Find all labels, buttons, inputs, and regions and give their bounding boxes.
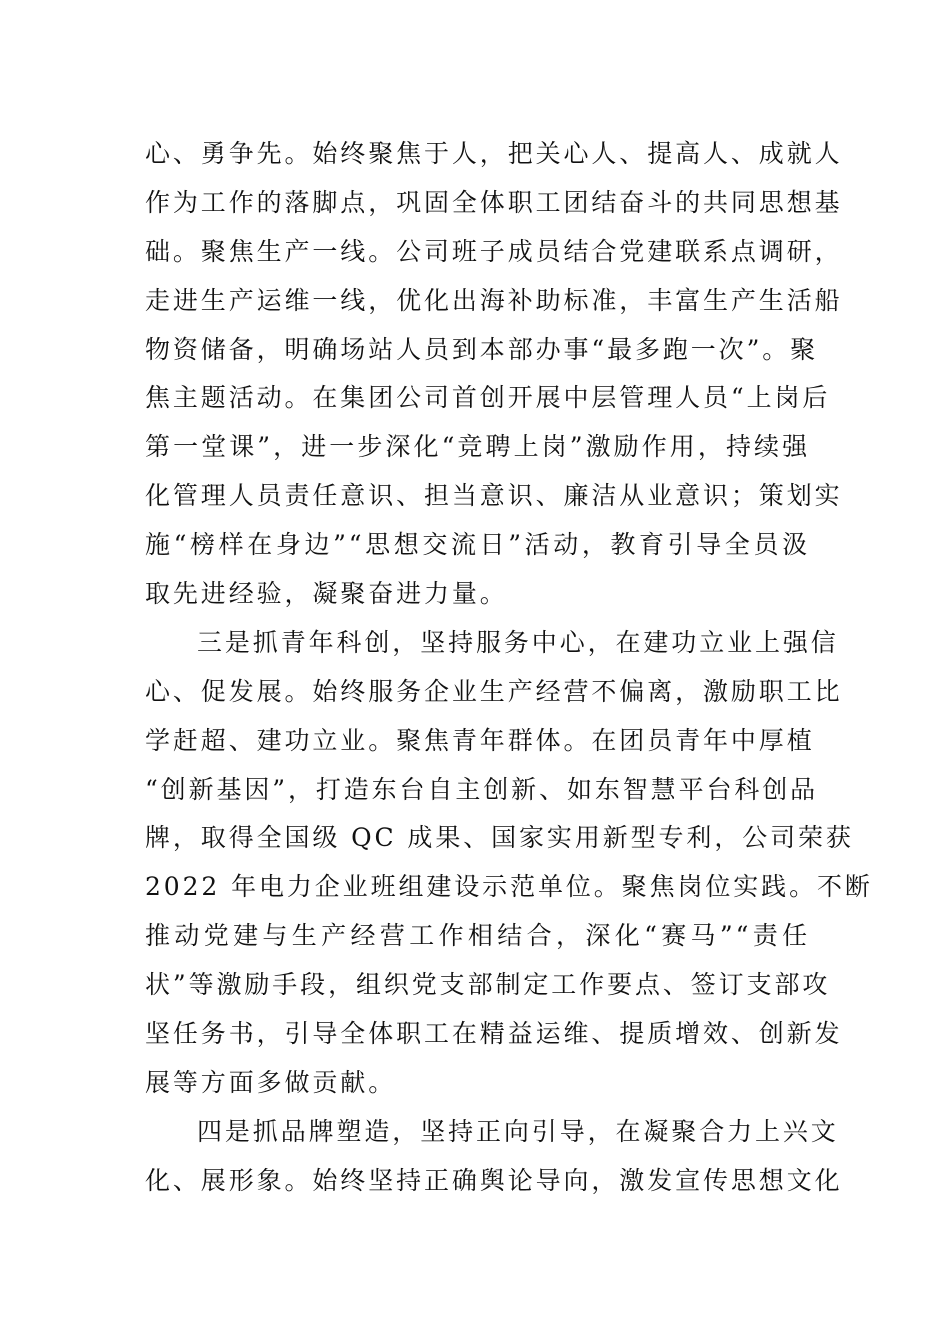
text-line: 展等方面多做贡献。 xyxy=(145,1067,397,1097)
text-line: 第一堂课”，进一步深化“竞聘上岗”激励作用，持续强 xyxy=(145,432,810,462)
text-line: 础。聚焦生产一线。公司班子成员结合党建联系点调研， xyxy=(145,236,843,266)
text-line: 坚任务书，引导全体职工在精益运维、提质增效、创新发 xyxy=(145,1019,843,1049)
text-line: 取先进经验，凝聚奋进力量。 xyxy=(145,579,508,609)
text-line: 状”等激励手段，组织党支部制定工作要点、签订支部攻 xyxy=(145,970,831,1000)
text-line: 化管理人员责任意识、担当意识、廉洁从业意识；策划实 xyxy=(145,481,843,511)
text-line: 作为工作的落脚点，巩固全体职工团结奋斗的共同思想基 xyxy=(145,187,843,217)
text-line: 心、促发展。始终服务企业生产经营不偏离，激励职工比 xyxy=(145,676,843,706)
paragraph-first-line: 三是抓青年科创，坚持服务中心，在建功立业上强信 xyxy=(197,627,839,657)
text-line: 牌，取得全国级 QC 成果、国家实用新型专利，公司荣获 xyxy=(145,823,854,853)
text-line: 2022 年电力企业班组建设示范单位。聚焦岗位实践。不断 xyxy=(145,872,873,902)
text-line: 化、展形象。始终坚持正确舆论导向，激发宣传思想文化 xyxy=(145,1165,843,1195)
text-line: 焦主题活动。在集团公司首创开展中层管理人员“上岗后 xyxy=(145,383,831,413)
paragraph-first-line: 四是抓品牌塑造，坚持正向引导，在凝聚合力上兴文 xyxy=(197,1116,839,1146)
text-line: 走进生产运维一线，优化出海补助标准，丰富生产生活船 xyxy=(145,285,843,315)
text-line: 心、勇争先。始终聚焦于人，把关心人、提高人、成就人 xyxy=(145,139,843,168)
text-line: 学赶超、建功立业。聚焦青年群体。在团员青年中厚植 xyxy=(145,725,815,755)
text-line: 推动党建与生产经营工作相结合，深化“赛马”“责任 xyxy=(145,921,810,951)
text-line: 施“榜样在身边”“思想交流日”活动，教育引导全员汲 xyxy=(145,530,810,560)
body-text xyxy=(145,130,873,1206)
text-line: 物资储备，明确场站人员到本部办事“最多跑一次”。聚 xyxy=(145,334,819,364)
text-line: “创新基因”，打造东台自主创新、如东智慧平台科创品 xyxy=(145,774,819,804)
